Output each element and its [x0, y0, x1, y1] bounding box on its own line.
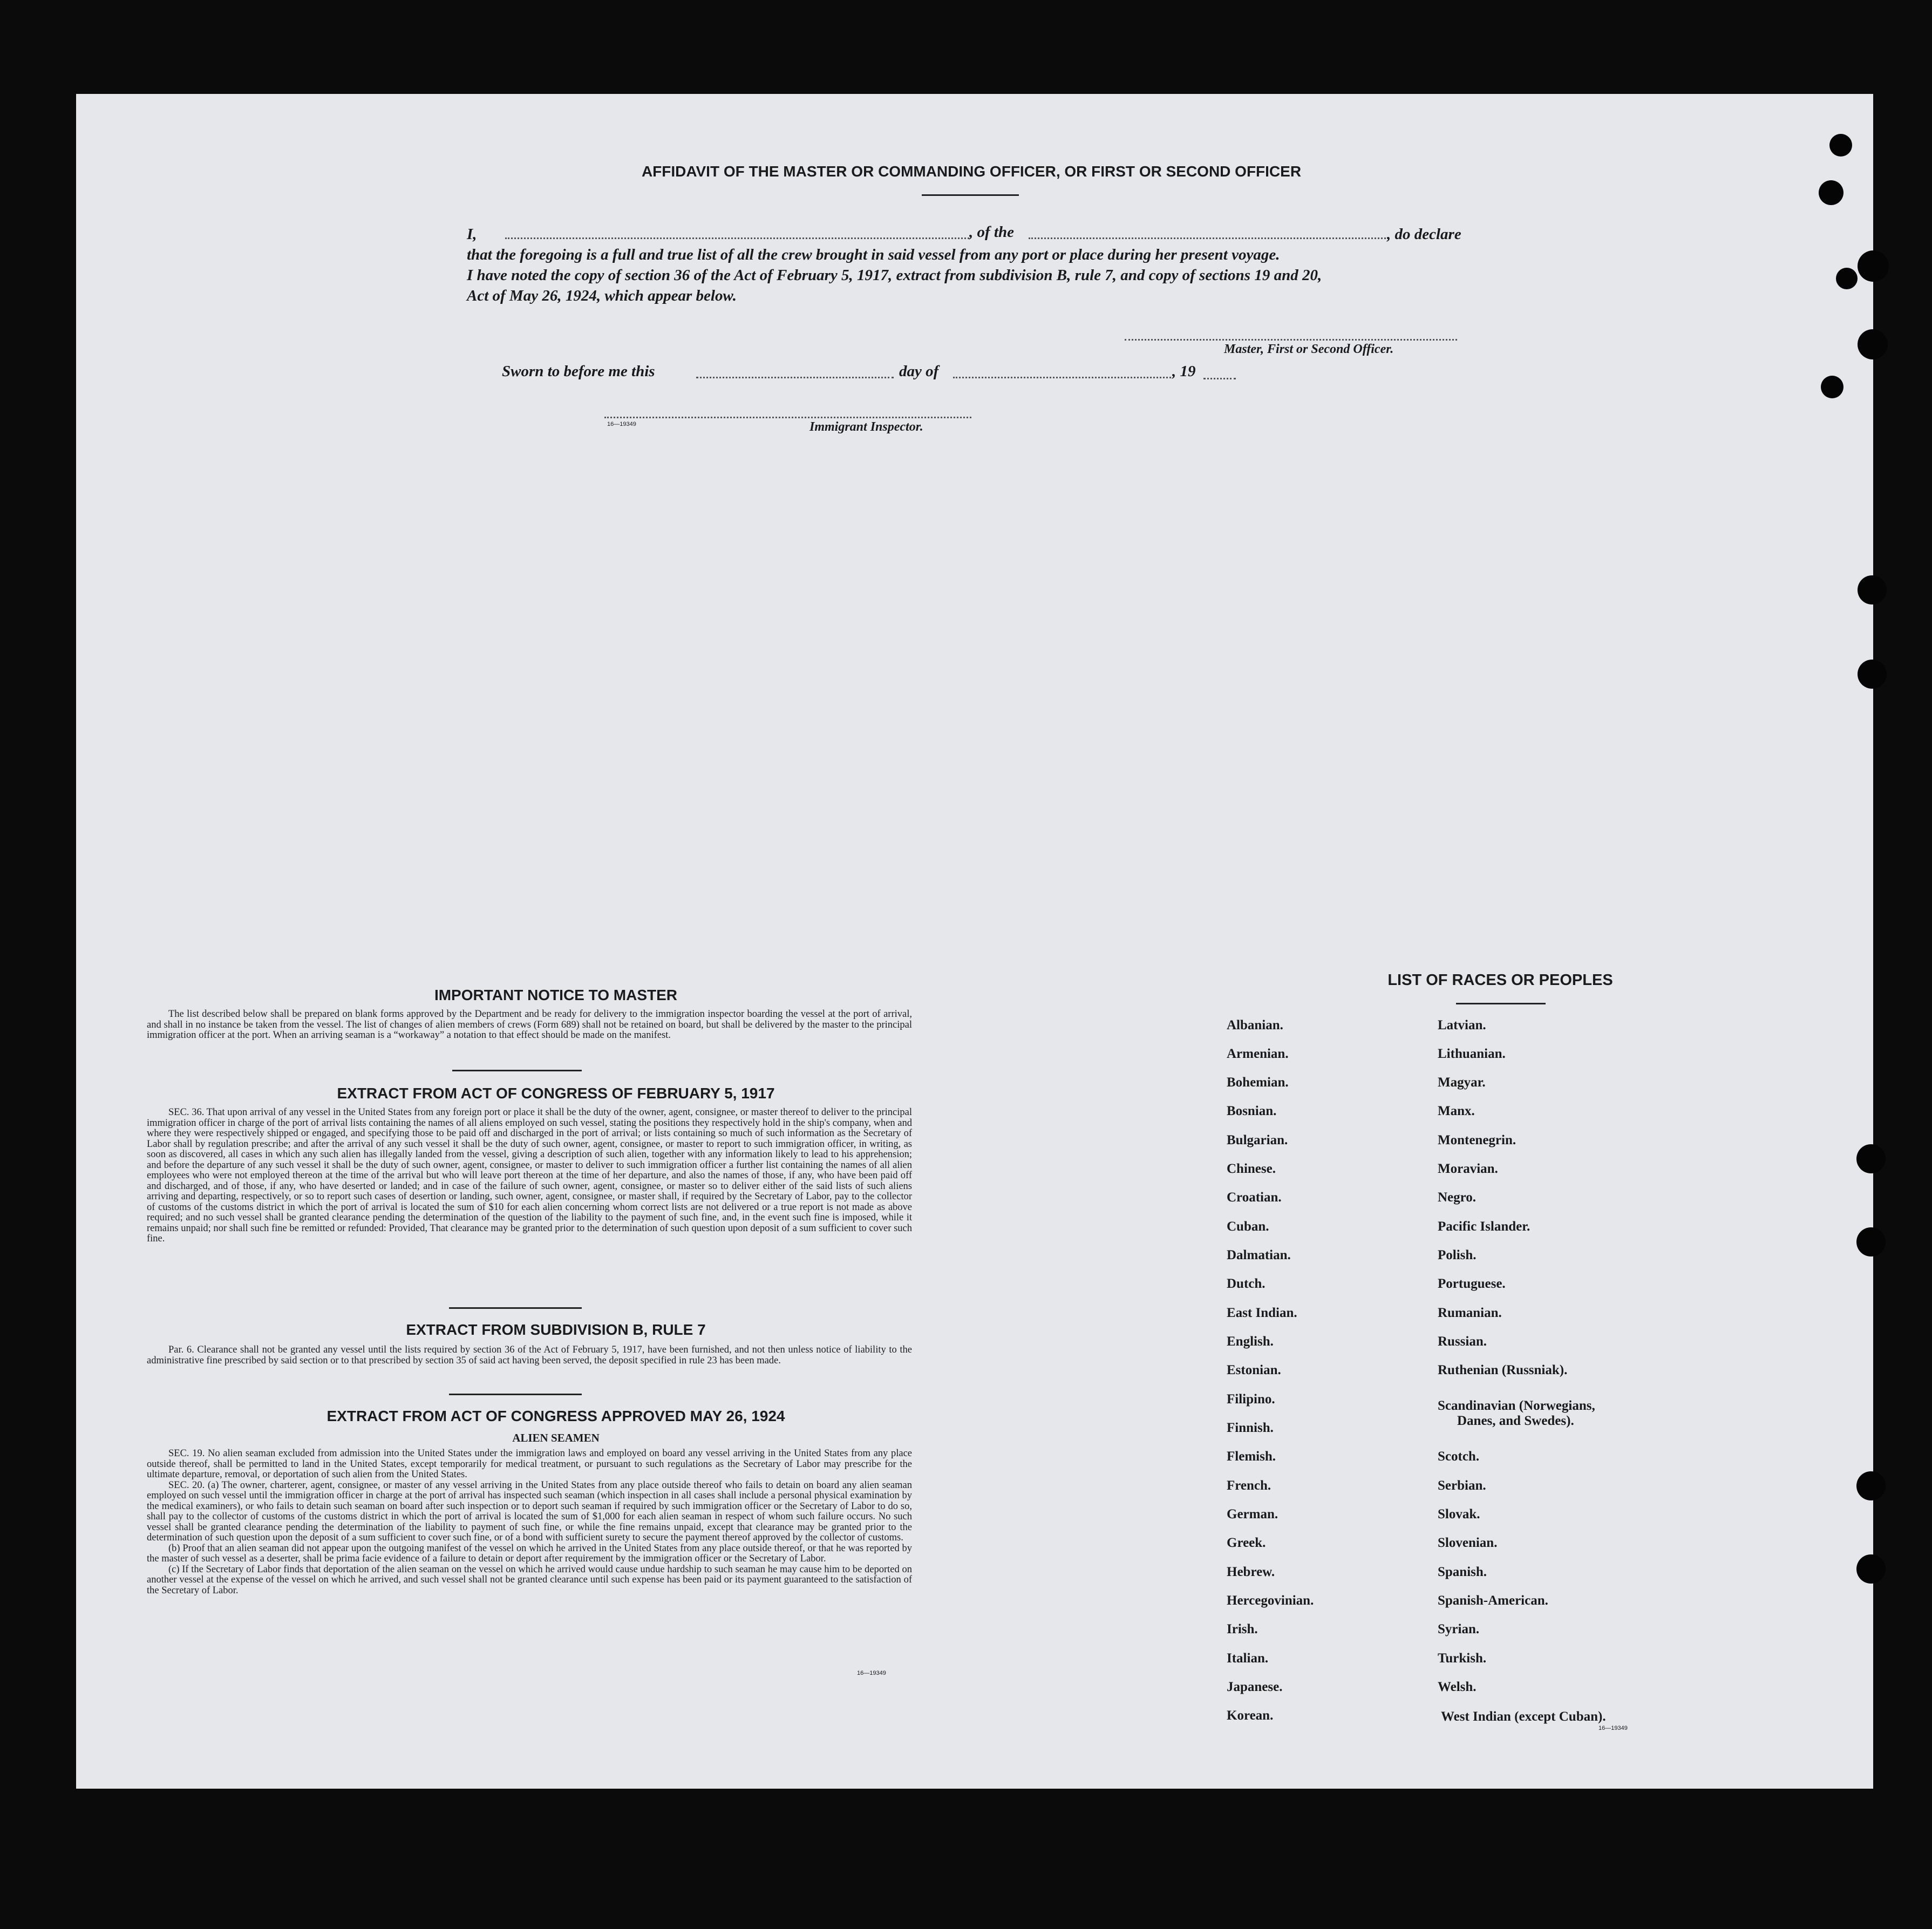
race-item: Serbian. [1438, 1478, 1486, 1493]
section-19: SEC. 19. No alien seaman excluded from admission into the United States under the immigration laws and employed on board any vessel arriving in the United States from any place outside thereof, shall be permitted to land in the United States, except temporarily for medical treatment, or pursuant to such regulations as the Secretary of Labor may prescribe for the ultimate departure, removal, or deportation of such alien from the United States. [147, 1448, 912, 1480]
race-item: Lithuanian. [1438, 1047, 1506, 1061]
form-number: 16—19349 [857, 1670, 886, 1676]
race-item: Greek. [1227, 1536, 1266, 1550]
punch-hole [1821, 376, 1843, 398]
punch-hole [1858, 250, 1889, 282]
inspector-label: Immigrant Inspector. [809, 420, 923, 434]
signature-label: Master, First or Second Officer. [1224, 342, 1394, 356]
race-item: Spanish. [1438, 1565, 1487, 1579]
race-item: Dalmatian. [1227, 1248, 1291, 1262]
race-item: Hebrew. [1227, 1565, 1275, 1579]
notice-paragraph: The list described below shall be prepared on blank forms approved by the Department and be ready for delivery to the immigration inspector boarding the vessel at the port of arrival, and shall in no instance be taken from the vessel. The list of changes of alien members of crews (Form 689) shall not be retained on board, but shall be delivered by the master to the principal immigration officer at the port. When an arriving seaman is a “workaway” a notation to that effect should be made on the manifest. [147, 1009, 912, 1041]
race-item: Armenian. [1227, 1047, 1289, 1061]
race-item: Rumanian. [1438, 1306, 1502, 1320]
section-36-paragraph: SEC. 36. That upon arrival of any vessel in the United States from any foreign port or place it shall be the duty of the owner, agent, consignee, or master thereof to deliver to the principal immigration officer in charge of the port of arrival lists containing the names of all aliens employed on such vessel, stating the positions they respectively hold in the ship's company, when and where they were respectively shipped or engaged, and specifying those to be paid off and discharged in the port of arrival; or lists containing so much of such information as the Secretary of Labor shall by regulation prescribe; and after the arrival of any such vessel it shall be the duty of such owner, agent, consignee, or master to report to such immigration officer, in writing, as soon as discovered, all cases in which any such alien has illegally landed from the vessel, giving a description of such alien, together with any information likely to lead to his apprehension; and before the departure of any such vessel it shall be the duty of such owner, agent, consignee, or master to deliver to such immigration officer a further list containing the names of all alien employees who were not employed thereon at the time of the arrival but who will leave port thereon at the time of her departure, and also the names of those, if any, who have been paid off and discharged, and of those, if any, who have deserted or landed; and in case of the failure of such owner, agent, consignee, or master so to deliver either of the said lists of such aliens arriving and departing, respectively, or so to report such cases of desertion or landing, such owner, agent, consignee, or master shall, if required by the Secretary of Labor, pay to the collector of customs of the customs district in which the port of arrival is located the sum of $10 for each alien concerning whom correct lists are not delivered or a true report is not made as above required; and no such vessel shall be granted clearance pending the determination of the question of the liability to the payment of such fine, and, in the event such fine is imposed, while it remains unpaid; nor shall such fine be remitted or refunded: Provided, That clearance may be granted prior to the determination of such question upon deposit of a sum sufficient to cover such fine. [147, 1107, 912, 1244]
race-item: Scotch. [1438, 1449, 1480, 1464]
section-20c: (c) If the Secretary of Labor finds that deportation of the alien seaman on the vessel on which he arrived would cause undue hardship to such seaman he may cause him to be deported on another vessel at the expense of the vessel on which he arrived, and such vessel shall not be granted clearance until such expense has been paid or its payment guaranteed to the satisfaction of the Secretary of Labor. [147, 1564, 912, 1596]
extract-1917-text [147, 1108, 912, 1245]
race-item: Welsh. [1438, 1680, 1477, 1694]
section-20b: (b) Proof that an alien seaman did not appear upon the outgoing manifest of the vessel on which he arrived in the United States from any place outside thereof, or that he was reported by the master of such vessel as a deserter, shall be prima facie evidence of a failure to detain or deport after requirement by the immigration officer or the Secretary of Labor. [147, 1543, 912, 1564]
race-item: Filipino. [1227, 1392, 1275, 1407]
punch-hole [1856, 1144, 1886, 1173]
race-item: Pacific Islander. [1438, 1219, 1530, 1234]
form-number: 16—19349 [1598, 1725, 1628, 1731]
divider [452, 1070, 582, 1071]
race-item: Cuban. [1227, 1219, 1269, 1234]
sworn-label: Sworn to before me this [502, 363, 655, 380]
punch-hole [1856, 1471, 1886, 1500]
race-item: Ruthenian (Russniak). [1438, 1363, 1568, 1377]
extract-1924-text [147, 1449, 912, 1596]
race-item: Bosnian. [1227, 1104, 1277, 1118]
form-number: 16—19349 [607, 421, 636, 427]
race-item: Estonian. [1227, 1363, 1281, 1377]
race-item: Spanish-American. [1438, 1593, 1548, 1608]
affidavit-declare: , do declare [1387, 226, 1461, 243]
race-item: Magyar. [1438, 1075, 1486, 1090]
race-item: Polish. [1438, 1248, 1477, 1262]
race-item: Portuguese. [1438, 1276, 1506, 1291]
race-item: Turkish. [1438, 1651, 1487, 1666]
sworn-day-field[interactable] [696, 377, 894, 378]
vessel-field[interactable] [1029, 237, 1386, 239]
extract-rule7-text [147, 1345, 912, 1366]
affidavit-line-2: that the foregoing is a full and true list of all the crew brought in said vessel from any port or place during her present voyage. [467, 246, 1280, 263]
punch-hole [1819, 180, 1843, 205]
race-item: Japanese. [1227, 1680, 1283, 1694]
punch-hole [1829, 134, 1852, 157]
race-item: Flemish. [1227, 1449, 1276, 1464]
race-item: German. [1227, 1507, 1278, 1522]
race-item: East Indian. [1227, 1306, 1297, 1320]
punch-hole [1858, 575, 1887, 604]
race-item: Korean. [1227, 1708, 1274, 1723]
divider [922, 194, 1019, 196]
affidavit-of-the: , of the [969, 223, 1014, 241]
paragraph-6: Par. 6. Clearance shall not be granted any vessel until the lists required by section 36 of the Act of February 5, 1917, have been furnished, and not then unless notice of liability to the administrative fine prescribed by said section or to that prescribed by section 35 of said act having been served, the deposit specified in rule 23 has been made. [147, 1344, 912, 1366]
divider [1456, 1003, 1546, 1004]
extract-1924-title: EXTRACT FROM ACT OF CONGRESS APPROVED MAY 26, 1924 [326, 1408, 785, 1424]
races-title: LIST OF RACES OR PEOPLES [1387, 972, 1613, 989]
race-item: Albanian. [1227, 1018, 1283, 1033]
race-item: Irish. [1227, 1622, 1258, 1636]
affidavit-line-4: Act of May 26, 1924, which appear below. [467, 287, 737, 304]
punch-hole [1858, 660, 1887, 689]
extract-rule7-title: EXTRACT FROM SUBDIVISION B, RULE 7 [406, 1321, 706, 1338]
punch-hole [1856, 1554, 1886, 1584]
inspector-signature-field[interactable] [604, 417, 971, 418]
year-field[interactable] [1203, 378, 1236, 379]
race-item: Latvian. [1438, 1018, 1486, 1033]
signature-field[interactable] [1125, 339, 1457, 341]
race-item: Montenegrin. [1438, 1133, 1516, 1147]
race-item: Danes, and Swedes). [1457, 1414, 1574, 1428]
notice-text [147, 1009, 912, 1041]
race-item: French. [1227, 1478, 1271, 1493]
punch-hole [1858, 329, 1888, 359]
race-item: Manx. [1438, 1104, 1475, 1118]
race-item: Scandinavian (Norwegians, [1438, 1398, 1595, 1413]
race-item: Hercegovinian. [1227, 1593, 1314, 1608]
race-item: Finnish. [1227, 1421, 1274, 1435]
race-item: Slovak. [1438, 1507, 1480, 1522]
race-item: Croatian. [1227, 1190, 1282, 1205]
punch-hole [1836, 268, 1858, 289]
race-item: Syrian. [1438, 1622, 1480, 1636]
race-item: Slovenian. [1438, 1536, 1498, 1550]
race-item: Bulgarian. [1227, 1133, 1288, 1147]
alien-seamen-subtitle: ALIEN SEAMEN [512, 1431, 600, 1444]
notice-title: IMPORTANT NOTICE TO MASTER [434, 987, 678, 1003]
divider [449, 1394, 582, 1395]
year-label: , 19 [1172, 363, 1196, 380]
day-of-label: day of [899, 363, 939, 380]
race-item: Dutch. [1227, 1276, 1266, 1291]
race-item: Italian. [1227, 1651, 1269, 1666]
sworn-month-field[interactable] [953, 377, 1171, 378]
section-20a: SEC. 20. (a) The owner, charterer, agent, consignee, or master of any vessel arriving in the United States from any place outside thereof who fails to detain on board any alien seaman employed on such vessel until the immigration officer in charge at the port of arrival has inspected such seaman (which inspection in all cases shall include a personal physical examination by the medical examiners), or who fails to detain such seaman on board after such inspection or to deport such seaman if required by such immigration officer or the Secretary of Labor to do so, shall pay to the collector of customs of the customs district in which the port of arrival is located the sum of $1,000 for each alien seaman in respect of whom such failure occurs. No such vessel shall be granted clearance pending the determination of the liability to payment of such fine, or while the fine remains unpaid, except that clearance may be granted prior to the determination of such question upon the deposit of a sum sufficient to cover such fine, or of a bond with sufficient surety to secure the payment thereof approved by the collector of customs. [147, 1479, 912, 1543]
race-item: West Indian (except Cuban). [1441, 1709, 1606, 1724]
race-item: Negro. [1438, 1190, 1477, 1205]
affidavit-i: I, [467, 226, 477, 243]
race-item: Moravian. [1438, 1162, 1498, 1176]
name-field[interactable] [505, 237, 969, 239]
race-item: Chinese. [1227, 1162, 1276, 1176]
race-item: English. [1227, 1334, 1274, 1349]
race-item: Bohemian. [1227, 1075, 1289, 1090]
race-item: Russian. [1438, 1334, 1487, 1349]
extract-1917-title: EXTRACT FROM ACT OF CONGRESS OF FEBRUARY 5, 1917 [337, 1085, 775, 1102]
punch-hole [1856, 1227, 1886, 1256]
divider [449, 1307, 582, 1309]
affidavit-line-3: I have noted the copy of section 36 of the Act of February 5, 1917, extract from subdivision B, rule 7, and copy of sections 19 and 20, [467, 267, 1322, 284]
affidavit-title: AFFIDAVIT OF THE MASTER OR COMMANDING OFFICER, OR FIRST OR SECOND OFFICER [641, 163, 1302, 180]
